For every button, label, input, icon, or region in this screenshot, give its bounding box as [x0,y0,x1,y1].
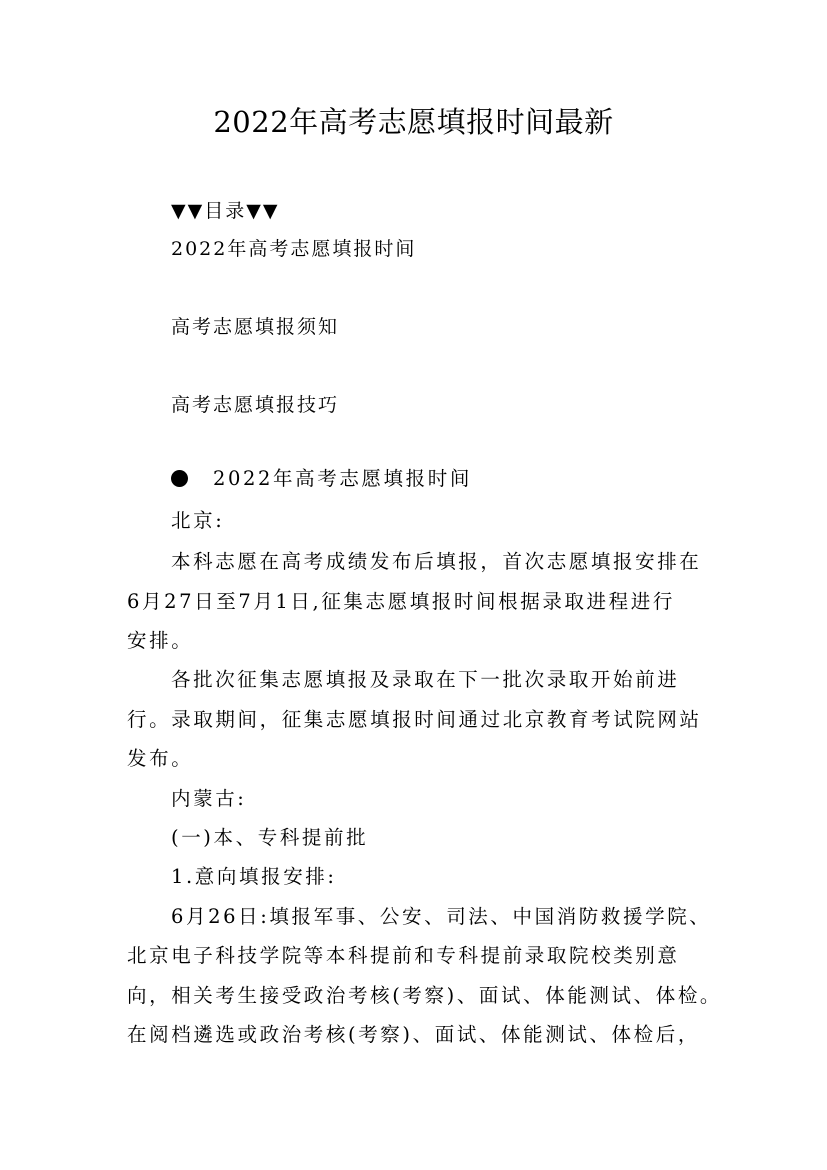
paragraph-line: 向，相关考生接受政治考核(考察)、面试、体能测试、体检。 [127,984,723,1007]
paragraph-line: 北京: [171,509,225,532]
paragraph-line: 本科志愿在高考成绩发布后填报，首次志愿填报安排在 [171,550,702,573]
section-heading: 2022年高考志愿填报时间 [213,467,472,490]
paragraph-line: 在阅档遴选或政治考核(考察)、面试、体能测试、体检后， [127,1023,700,1046]
paragraph-line: 各批次征集志愿填报及录取在下一批次录取开始前进 [171,668,680,691]
paragraph-line: 6月26日:填报军事、公安、司法、中国消防救援学院、 [171,905,712,928]
paragraph-line: 1.意向填报安排: [171,865,337,888]
paragraph-line: 行。录取期间，征集志愿填报时间通过北京教育考试院网站 [127,708,702,731]
paragraph-line: 安排。 [127,629,194,652]
toc-item[interactable]: 高考志愿填报技巧 [171,394,340,416]
bullet-icon [171,470,188,487]
paragraph-line: (一)本、专科提前批 [171,826,369,849]
page-title: 2022年高考志愿填报时间最新 [213,105,614,139]
paragraph-line: 发布。 [127,747,194,770]
toc-item[interactable]: 高考志愿填报须知 [171,316,340,338]
toc-header: ▼▼目录▼▼ [171,200,280,222]
toc-item[interactable]: 2022年高考志愿填报时间 [171,238,417,260]
paragraph-line: 6月27日至7月1日,征集志愿填报时间根据录取进程进行 [127,590,675,613]
paragraph-line: 北京电子科技学院等本科提前和专科提前录取院校类别意 [127,944,680,967]
paragraph-line: 内蒙古: [171,787,247,810]
